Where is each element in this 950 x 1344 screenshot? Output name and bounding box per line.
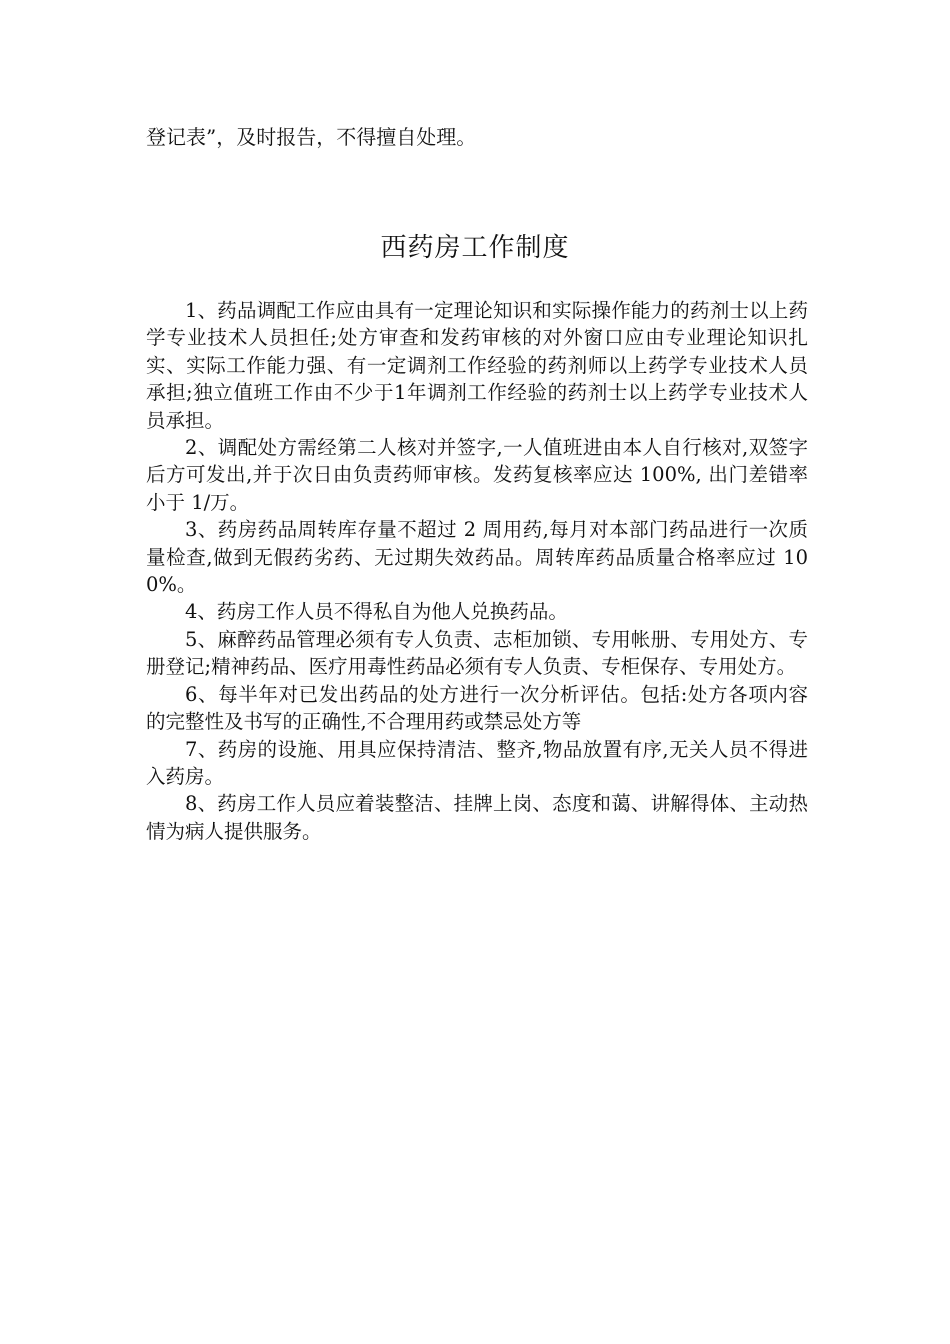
paragraph-5: 5、麻醉药品管理必须有专人负责、志柜加锁、专用帐册、专用处方、专册登记;精神药品、医疗用毒性药品必须有专人负责、专柜保存、专用处方。 [146, 627, 808, 679]
paragraph-2: 2、调配处方需经第二人核对并签字,一人值班进由本人自行核对,双签字后方可发出,并于次日由负责药师审核。发药复核率应达 100%, 出门差错率小于 1/万。 [146, 436, 808, 514]
carry-over-text: 登记表”，及时报告，不得擅自处理。 [146, 125, 477, 149]
paragraph-6: 6、每半年对已发出药品的处方进行一次分析评估。包括:处方各项内容的完整性及书写的正确性,不合理用药或禁忌处方等 [146, 682, 808, 734]
document-title: 西药房工作制度 [380, 233, 570, 263]
document-body [146, 297, 808, 845]
paragraph-4: 4、药房工作人员不得私自为他人兑换药品。 [185, 600, 568, 624]
paragraph-1: 1、药品调配工作应由具有一定理论知识和实际操作能力的药剂士以上药学专业技术人员担任;处方审查和发药审核的对外窗口应由专业理论知识扎实、实际工作能力强、有一定调剂工作经验的药剂师以上药学专业技术人员承担;独立值班工作由不少于1年调剂工作经验的药剂士以上药学专业技术人员承担。 [146, 299, 808, 432]
paragraph-3: 3、药房药品周转库存量不超过 2 周用药,每月对本部门药品进行一次质量检查,做到无假药劣药、无过期失效药品。周转库药品质量合格率应过 100%。 [146, 518, 808, 597]
paragraph-8: 8、药房工作人员应着装整洁、挂牌上岗、态度和蔼、讲解得体、主动热情为病人提供服务。 [146, 792, 808, 843]
paragraph-7: 7、药房的设施、用具应保持清洁、整齐,物品放置有序,无关人员不得进入药房。 [146, 737, 808, 788]
